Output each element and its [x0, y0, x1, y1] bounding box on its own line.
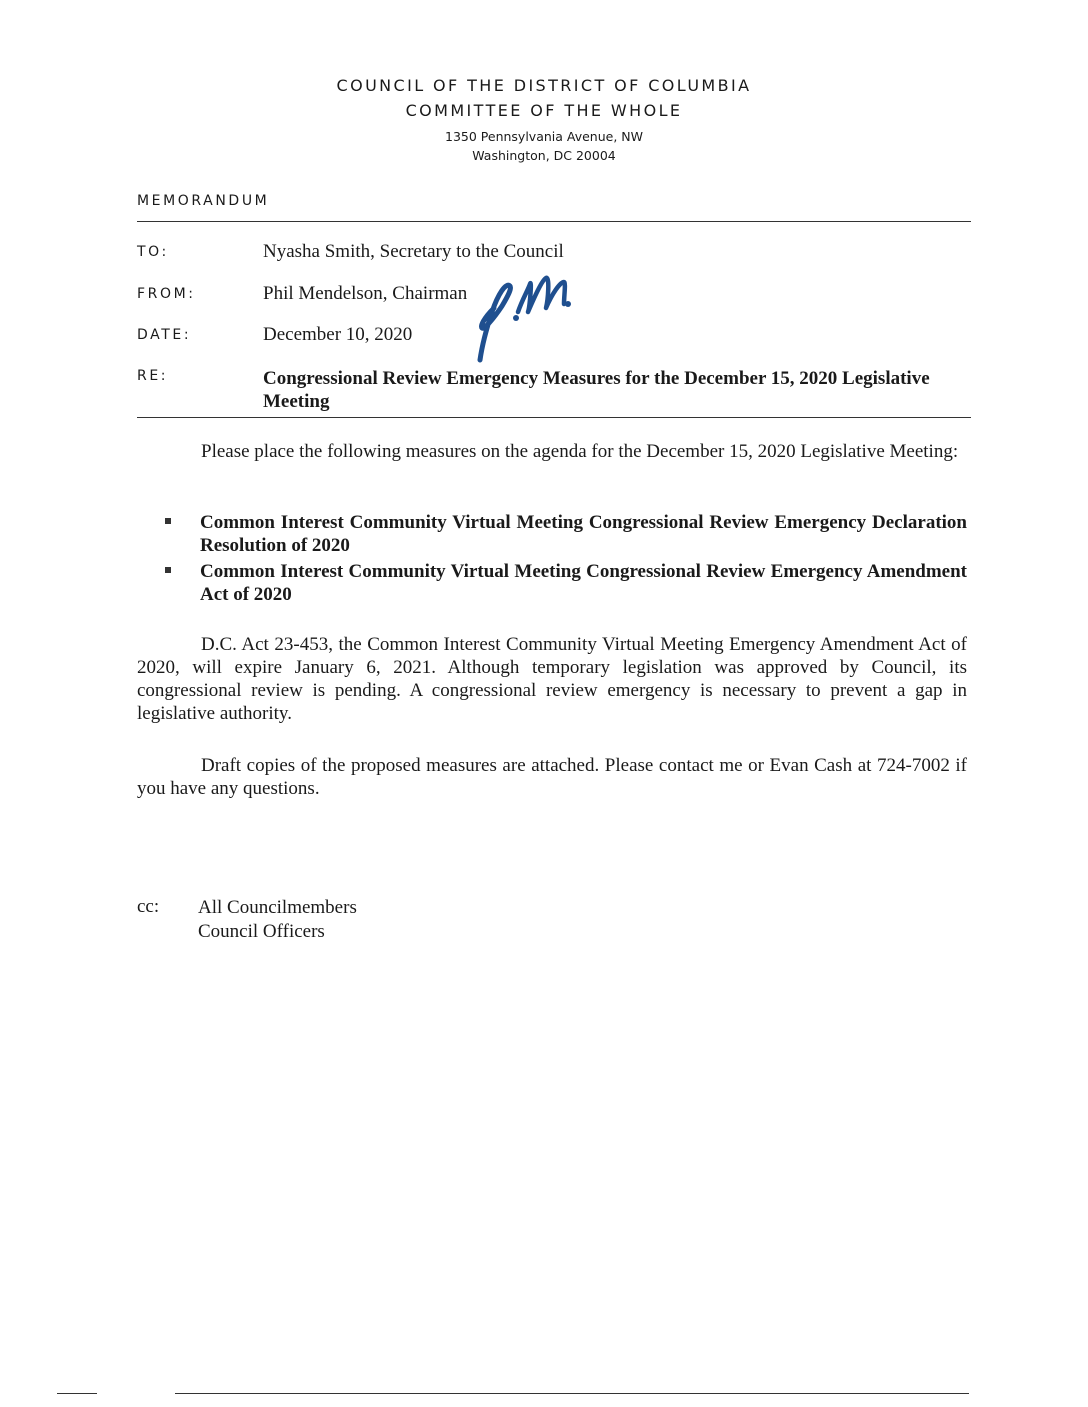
chairman-signature	[472, 270, 582, 366]
subject-divider	[137, 417, 971, 418]
signature-dot-2	[565, 301, 571, 307]
bullet-icon	[165, 567, 171, 573]
cc-recipient: All Councilmembers	[198, 897, 357, 918]
cc-list	[198, 896, 357, 944]
cc-label: cc:	[137, 896, 160, 917]
contact-text: Draft copies of the proposed measures are attached. Please contact me or Evan Cash at 724-7002 if you have any questions.	[137, 755, 967, 799]
cc-recipient: Council Officers	[198, 921, 325, 942]
bullet-icon	[165, 518, 171, 524]
to-value: Nyasha Smith, Secretary to the Council	[263, 241, 564, 262]
date-value: December 10, 2020	[263, 324, 413, 345]
committee-name: COMMITTEE OF THE WHOLE	[405, 101, 683, 120]
signature-stroke-m	[518, 278, 565, 312]
expiration-paragraph	[137, 633, 967, 725]
intro-paragraph	[137, 440, 967, 463]
contact-paragraph	[137, 754, 967, 800]
memo-title: MEMORANDUM	[137, 193, 270, 209]
date-label: DATE:	[137, 327, 192, 343]
address-street: 1350 Pennsylvania Avenue, NW	[445, 129, 643, 144]
signature-dot-1	[513, 315, 519, 321]
footer-rule	[175, 1393, 969, 1394]
intro-text: Please place the following measures on the agenda for the December 15, 2020 Legislative Meeting:	[201, 441, 959, 462]
measure-item	[165, 560, 967, 606]
re-label: RE:	[137, 368, 169, 384]
measures-list	[165, 511, 967, 609]
from-value: Phil Mendelson, Chairman	[263, 283, 468, 304]
address-city: Washington, DC 20004	[472, 148, 616, 163]
signature-strokes	[480, 278, 571, 360]
from-label: FROM:	[137, 286, 196, 302]
measure-item	[165, 511, 967, 557]
measure-text: Common Interest Community Virtual Meeting Congressional Review Emergency Amendment Act of 2020	[200, 561, 967, 605]
signature-stroke-p	[480, 285, 511, 360]
measure-text: Common Interest Community Virtual Meeting Congressional Review Emergency Declaration Resolution of 2020	[200, 512, 967, 556]
header-divider	[137, 221, 971, 222]
re-value: Congressional Review Emergency Measures for the December 15, 2020 Legislative Meeting	[263, 368, 930, 412]
footer-rule-left	[57, 1393, 97, 1394]
expiration-text: D.C. Act 23-453, the Common Interest Community Virtual Meeting Emergency Amendment Act of 2020, will expire January 6, 2021. Although temporary legislation was approved by Council, its congressional review is pending. A congressional review emergency is necessary to prevent a gap in legislative authority.	[137, 634, 967, 724]
org-name: COUNCIL OF THE DISTRICT OF COLUMBIA	[336, 76, 752, 95]
to-label: TO:	[137, 244, 169, 260]
